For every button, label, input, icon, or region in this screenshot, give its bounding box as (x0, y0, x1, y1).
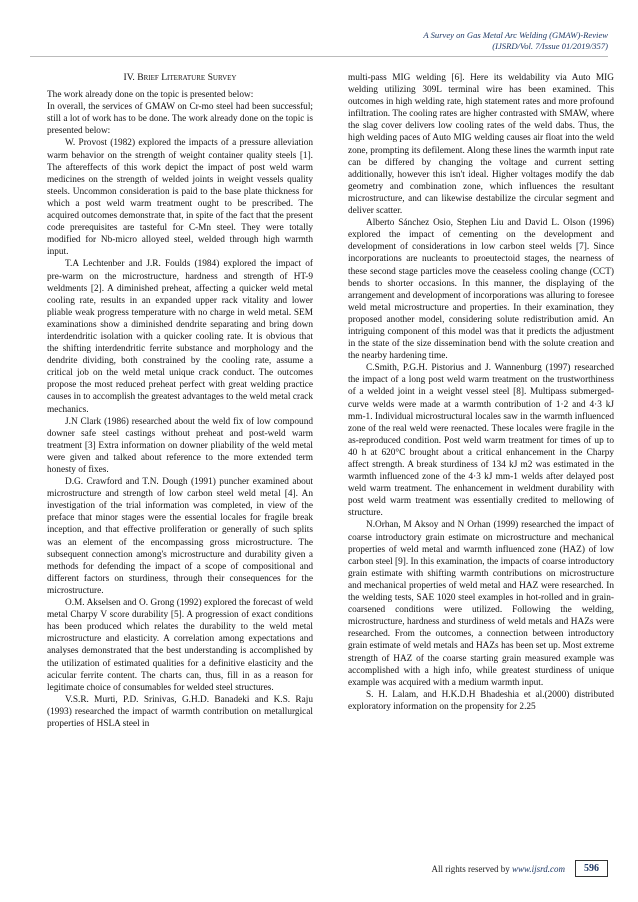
rights-notice (432, 864, 566, 874)
paragraph: N.Orhan, M Aksoy and N Orhan (1999) researched the impact of coarse introductory grain estimate on microstructure and mechanical properties of weld metal and warmth influenced zone (HAZ) of low carbon steel [9]. In this examination, the impacts of coarse introductory grain estimate with shifting warmth contributions on microstructure and mechanical properties of weld metal and HAZ were researched. In the welding tests, SAE 1020 steel examples in hot-rolled and in grain-coarsened conditions were utilized. Following the welding, microstructure, hardness and sturdiness of weld metals and HAZs were researched. From the outcomes, a connection between introductory grain estimate of weld metals and HAZs has been set up. Most extreme strength of HAZ of the coarse starting grain measured example was accomplished with a high info, while greatest sturdiness of unique example was acquired with a medium warmth input. (348, 520, 614, 688)
header-title: A Survey on Gas Metal Arc Welding (GMAW)-Review (423, 30, 608, 40)
paragraph: Alberto Sánchez Osio, Stephen Liu and David L. Olson (1996) explored the impact of cementing on the development and development of considerations in low carbon steel welds [7]. Since incorporations are nucleants to proeutectoid stages, the nearness of these second stage particles move the ceaseless cooling change (CCT) bends to shorter occasions. In this manner, the displaying of the arrangement and development of incorporations was alluring to foresee weld metal microstructure and properties. In their examination, they proposed another model, considering solute redistribution amid. An intriguing component of this model was that it predicts the adjustment in the state of the size dissemination bend with the solute creation and the nearby hardening time. (348, 218, 614, 362)
two-column-body (47, 72, 614, 858)
right-column (348, 72, 614, 858)
page-footer (432, 860, 609, 877)
paragraph: J.N Clark (1986) researched about the weld fix of low compound downer safe steel castings without preheat and post-weld warm treatment [3] Extra information on downer pliability of the weld metal were given and talked about reference to the more extended term honesty of fixes. (47, 416, 313, 475)
paragraph: In overall, the services of GMAW on Cr-mo steel had been successful; still a lot of work has to be done. The work already done on the topic is presented below: (47, 102, 313, 137)
paragraph: C.Smith, P.G.H. Pistorius and J. Wannenburg (1997) researched the impact of a long post weld warm treatment on the trustworthiness of a welded joint in a weight vessel steel [8]. Multipass submerged-curve welds were made at a warmth contribution of 1·2 and 4·3 kJ mm-1. Individual microstructural locales saw in the warmth influenced zone of the real weld were reenacted. These locales were fragile in the as-reproduced condition. Post weld warm treatment for times of up to 40 h at 620°C brought about a critical enhancement in the Charpy affect strength. A break sturdiness of 134 kJ m2 was estimated in the warmth influenced zone of the 4·3 kJ mm-1 welds after delayed post weld warm treatment. The enhancement in weldment durability with post weld warm treatment was essentially credited to mellowing of structure. (348, 363, 614, 519)
paragraph: T.A Lechtenber and J.R. Foulds (1984) explored the impact of pre-warm on the microstructure, hardness and strength of HT-9 weldments [2]. A diminished preheat, affecting a quicker weld metal cooling rate, results in an expanded upper rack vitality and lower pliable weak progress temperature with no charge in weld metal. SEM examinations show a diminished dendrite separating and bring down interdendritic isolation with a quicker cooling rate. It is obvious that the shifting interdendritic ferrite substance and morphology and the dendrite dividing, both constrained by the cooling rate, assume a critical job on the weld metal unique crack conduct. The outcomes propose the most reduced preheat perfect with great welding practice causes in to accomplish the greatest advantages to the weld metal crack mechanics. (47, 259, 313, 415)
rights-text: All rights reserved by (431, 863, 510, 874)
paragraph: O.M. Akselsen and O. Grong (1992) explored the forecast of weld metal Charpy V score durability [5]. A progression of exact conditions has been produced which relates the durability to the weld metal microstructure and elasticity. A correlation among expectations and analyses demonstrated that the best understanding is accomplished by the utilization of estimated qualities for a definitive elasticity and the acicular ferrite content. The charts can, thus, fill in as a reason for legitimate choice of consumables for welded steel structures. (47, 598, 313, 693)
paragraph: D.G. Crawford and T.N. Dough (1991) puncher examined about microstructure and strength of low carbon steel weld metal [4]. An investigation of the trial information was completed, in view of the preface that minor stages were the essential locales for fragile break inception, and that effective proliferation or generally of such splits was an element of the encompassing gross microstructure. The subsequent connection among's microstructure and durability given a methods for defending the impact of a scope of compositional and different factors on sturdiness, through their consequences for the microstructure. (47, 477, 313, 596)
paragraph: multi-pass MIG welding [6]. Here its weldability via Auto MIG welding utilizing 309L terminal wire has been examined. This outcomes in high welding rate, high statement rates and more profound infiltration. The cooling rates are higher contrasted with SMAW, where the slag cover delivers low cooling rates of the weld dabs. Thus, the high welding paces of Auto MIG welding causes air float into the weld zone, prompting its defilement. Along these lines the warmth input rate can be differed by changing the voltage and current setting additionally, however this isn't ideal. Higher voltages modify the dab geometry and combination zone, which influences the resultant microstructure, and can likewise destabilize the circular segment and deliver scatter. (348, 73, 614, 217)
paragraph: The work already done on the topic is presented below: (47, 90, 254, 101)
section-title: Brief Literature Survey (137, 72, 237, 83)
paragraph: W. Provost (1982) explored the impacts of a pressure alleviation warm behavior on the strength of weight container quality steels [1]. The aftereffects of this work depict the impact of post weld warm medicines on the strength of welded joints in weight vessels quality steels. Uncommon consideration is paid to the base plate thickness for which a post weld warm treatment ought to be prescribed. The acquired outcomes demonstrate that, in spite of the fact that the present code prerequisites are tasteful for C-Mn steel. They were totally modified for Nb-micro alloyed steel, welded through high warmth input. (47, 138, 313, 258)
section-heading (47, 72, 313, 84)
header-rule (30, 56, 608, 57)
header-citation: (IJSRD/Vol. 7/Issue 01/2019/357) (492, 41, 608, 51)
section-number: IV. (123, 72, 135, 83)
left-column (47, 72, 313, 858)
site-link[interactable]: www.ijsrd.com (511, 863, 565, 874)
page-number: 596 (575, 860, 608, 877)
running-header (423, 30, 608, 52)
paragraph: S. H. Lalam, and H.K.D.H Bhadeshia et al.(2000) distributed exploratory information on the propensity for 2.25 (348, 689, 614, 712)
paragraph: V.S.R. Murti, P.D. Srinivas, G.H.D. Banadeki and K.S. Raju (1993) researched the impact of warmth contribution on metallurgical properties of HSLA steel in (47, 694, 313, 729)
